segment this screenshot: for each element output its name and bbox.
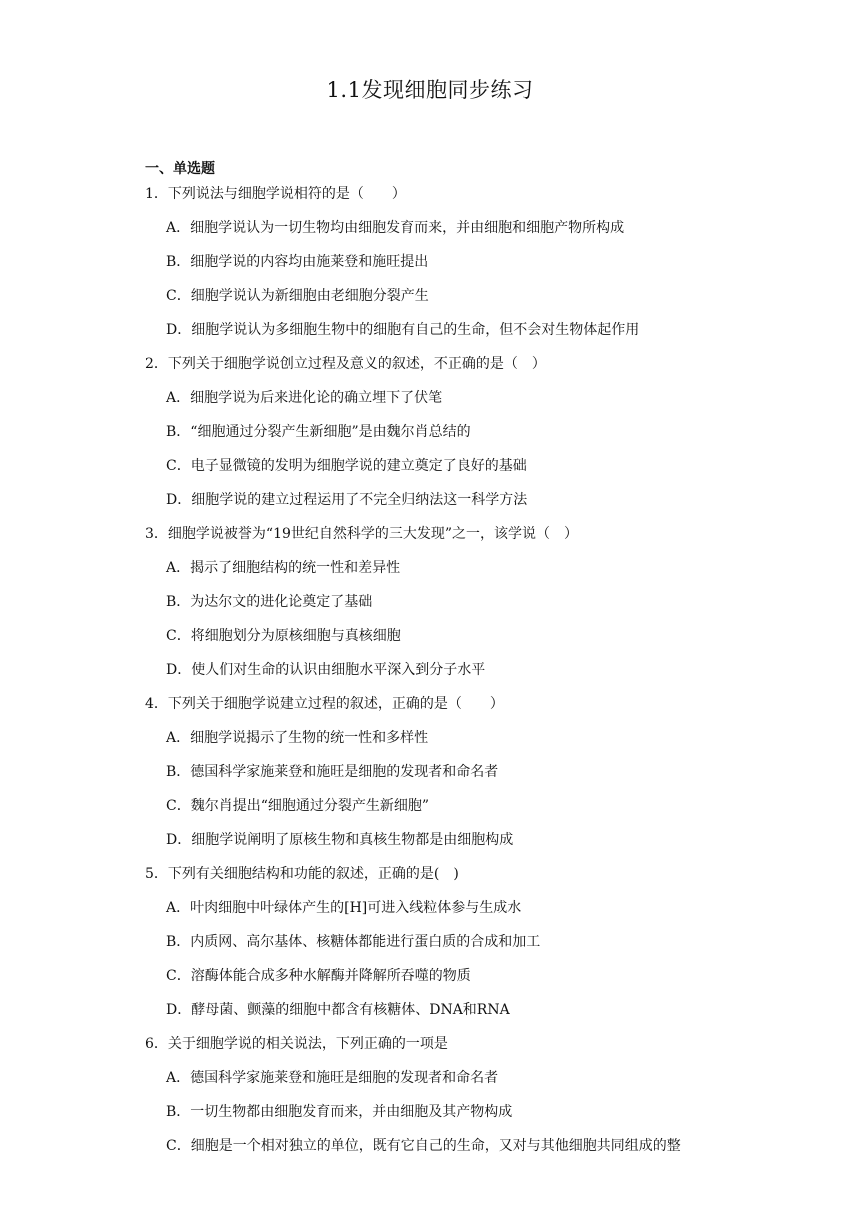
answer-option: A．揭示了细胞结构的统一性和差异性 <box>166 560 401 576</box>
answer-option: A．叶肉细胞中叶绿体产生的[H]可进入线粒体参与生成水 <box>166 900 522 916</box>
question-2 <box>145 354 745 524</box>
answer-option: A．细胞学说为后来进化论的确立埋下了伏笔 <box>166 390 443 406</box>
answer-option: D．细胞学说阐明了原核生物和真核生物都是由细胞构成 <box>166 832 514 848</box>
answer-option: B．“细胞通过分裂产生新细胞”是由魏尔肖总结的 <box>166 424 471 440</box>
question-5 <box>145 864 745 1034</box>
question-4 <box>145 694 745 864</box>
answer-option: C．细胞学说认为新细胞由老细胞分裂产生 <box>166 288 429 304</box>
question-list <box>145 184 745 1170</box>
answer-option: A．细胞学说揭示了生物的统一性和多样性 <box>166 730 429 746</box>
answer-option: D．细胞学说的建立过程运用了不完全归纳法这一科学方法 <box>166 492 528 508</box>
answer-option: B．内质网、高尔基体、核糖体都能进行蛋白质的合成和加工 <box>166 934 541 950</box>
answer-option: C．溶酶体能合成多种水解酶并降解所吞噬的物质 <box>166 968 471 984</box>
answer-option: B．一切生物都由细胞发育而来，并由细胞及其产物构成 <box>166 1104 513 1120</box>
answer-option: C．细胞是一个相对独立的单位，既有它自己的生命，又对与其他细胞共同组成的整 <box>166 1138 681 1154</box>
answer-option: D．细胞学说认为多细胞生物中的细胞有自己的生命，但不会对生物体起作用 <box>166 322 640 338</box>
answer-option: D．使人们对生命的认识由细胞水平深入到分子水平 <box>166 662 486 678</box>
answer-option: C．电子显微镜的发明为细胞学说的建立奠定了良好的基础 <box>166 458 527 474</box>
answer-option: C．魏尔肖提出“细胞通过分裂产生新细胞” <box>166 798 430 814</box>
question-1 <box>145 184 745 354</box>
question-stem: 4．下列关于细胞学说建立过程的叙述，正确的是（ ） <box>145 696 504 712</box>
answer-option: A．细胞学说认为一切生物均由细胞发育而来，并由细胞和细胞产物所构成 <box>166 220 625 236</box>
question-stem: 3．细胞学说被誉为“19世纪自然科学的三大发现”之一，该学说（ ） <box>145 526 579 542</box>
section-heading: 一、单选题 <box>145 161 215 177</box>
answer-option: B．德国科学家施莱登和施旺是细胞的发现者和命名者 <box>166 764 499 780</box>
question-3 <box>145 524 745 694</box>
question-stem: 2．下列关于细胞学说创立过程及意义的叙述，不正确的是（ ） <box>145 356 546 372</box>
question-stem: 5．下列有关细胞结构和功能的叙述，正确的是( ) <box>145 866 459 882</box>
answer-option: D．酵母菌、颤藻的细胞中都含有核糖体、DNA和RNA <box>166 1002 510 1018</box>
answer-option: C．将细胞划分为原核细胞与真核细胞 <box>166 628 401 644</box>
answer-option: B．为达尔文的进化论奠定了基础 <box>166 594 373 610</box>
question-6 <box>145 1034 745 1170</box>
answer-option: B．细胞学说的内容均由施莱登和施旺提出 <box>166 254 429 270</box>
answer-option: A．德国科学家施莱登和施旺是细胞的发现者和命名者 <box>166 1070 499 1086</box>
question-stem: 6．关于细胞学说的相关说法，下列正确的一项是 <box>145 1036 448 1052</box>
page-title: 1.1发现细胞同步练习 <box>326 78 534 102</box>
question-stem: 1．下列说法与细胞学说相符的是（ ） <box>145 186 406 202</box>
